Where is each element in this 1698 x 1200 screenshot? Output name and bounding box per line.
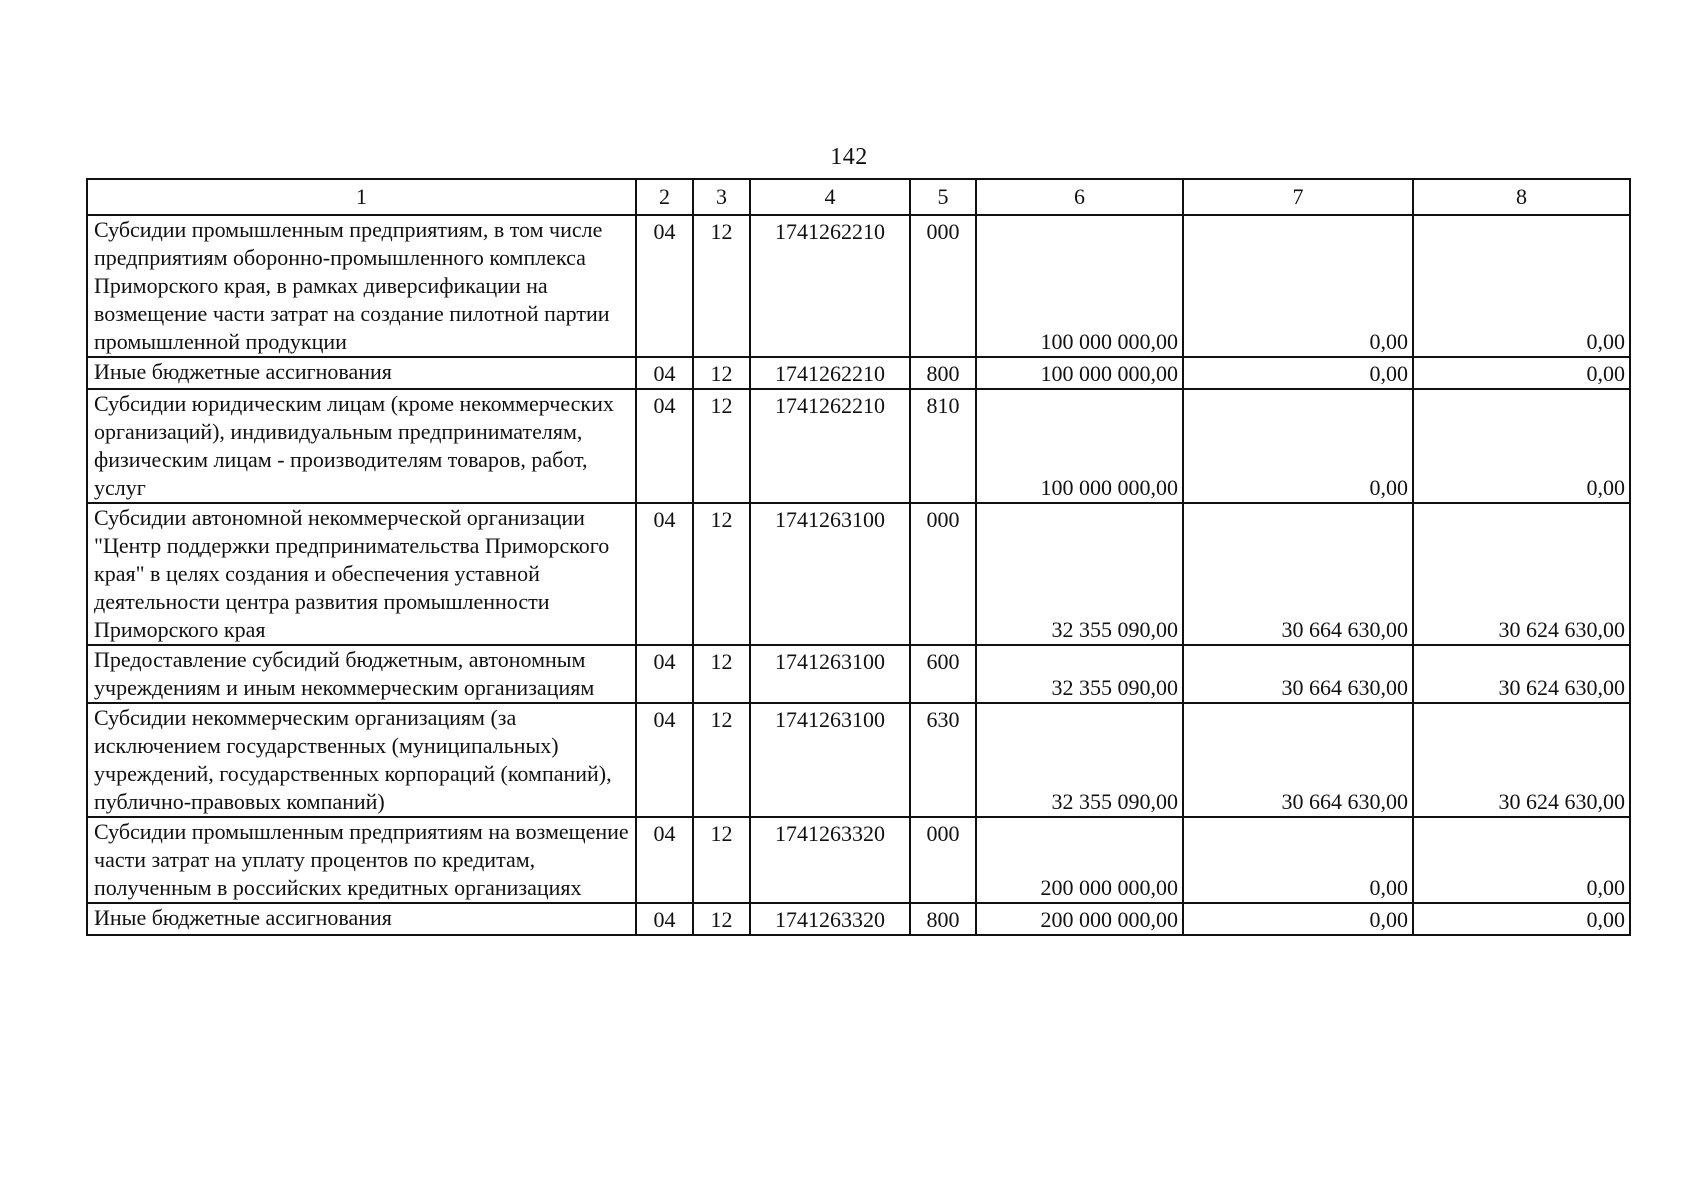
row-section: 04 bbox=[636, 389, 693, 503]
row-expense: 000 bbox=[910, 215, 976, 357]
row-name: Субсидии промышленным предприятиям на возмещение части затрат на уплату процентов по кредитам, полученным в российских кредитных организациях bbox=[87, 817, 636, 903]
row-subsection: 12 bbox=[693, 817, 750, 903]
row-amount-6: 100 000 000,00 bbox=[976, 389, 1183, 503]
row-target: 1741263100 bbox=[750, 703, 910, 817]
row-target: 1741263100 bbox=[750, 503, 910, 645]
page-number: 142 bbox=[830, 144, 868, 170]
row-name: Предоставление субсидий бюджетным, автономным учреждениям и иным некоммерческим организациям bbox=[87, 645, 636, 703]
row-name: Субсидии автономной некоммерческой организации "Центр поддержки предпринимательства Приморского края" в целях создания и обеспечения уставной деятельности центра развития промышленности Приморского края bbox=[87, 503, 636, 645]
row-amount-8: 0,00 bbox=[1413, 903, 1630, 935]
row-amount-7: 30 664 630,00 bbox=[1183, 645, 1413, 703]
budget-table bbox=[86, 178, 1631, 936]
row-amount-6: 32 355 090,00 bbox=[976, 703, 1183, 817]
row-section: 04 bbox=[636, 903, 693, 935]
row-subsection: 12 bbox=[693, 503, 750, 645]
table-row bbox=[87, 503, 1630, 645]
row-expense: 000 bbox=[910, 503, 976, 645]
row-amount-7: 0,00 bbox=[1183, 357, 1413, 389]
row-expense: 600 bbox=[910, 645, 976, 703]
row-subsection: 12 bbox=[693, 357, 750, 389]
row-target: 1741262210 bbox=[750, 357, 910, 389]
row-name: Иные бюджетные ассигнования bbox=[87, 903, 636, 935]
row-amount-7: 0,00 bbox=[1183, 903, 1413, 935]
row-amount-8: 0,00 bbox=[1413, 357, 1630, 389]
row-expense: 800 bbox=[910, 357, 976, 389]
row-subsection: 12 bbox=[693, 703, 750, 817]
row-name: Субсидии некоммерческим организациям (за исключением государственных (муниципальных) учреждений, государственных корпораций (компаний), публично-правовых компаний) bbox=[87, 703, 636, 817]
row-amount-8: 0,00 bbox=[1413, 389, 1630, 503]
row-amount-6: 100 000 000,00 bbox=[976, 215, 1183, 357]
table-row bbox=[87, 645, 1630, 703]
table-row bbox=[87, 703, 1630, 817]
row-expense: 000 bbox=[910, 817, 976, 903]
row-subsection: 12 bbox=[693, 903, 750, 935]
row-subsection: 12 bbox=[693, 389, 750, 503]
row-section: 04 bbox=[636, 503, 693, 645]
table-row bbox=[87, 357, 1630, 389]
header-cell-3: 3 bbox=[693, 179, 750, 215]
row-amount-8: 0,00 bbox=[1413, 215, 1630, 357]
row-expense: 800 bbox=[910, 903, 976, 935]
row-amount-8: 30 624 630,00 bbox=[1413, 645, 1630, 703]
row-amount-7: 0,00 bbox=[1183, 389, 1413, 503]
row-amount-8: 30 624 630,00 bbox=[1413, 503, 1630, 645]
row-amount-6: 100 000 000,00 bbox=[976, 357, 1183, 389]
row-amount-6: 200 000 000,00 bbox=[976, 817, 1183, 903]
row-target: 1741262210 bbox=[750, 389, 910, 503]
row-amount-6: 32 355 090,00 bbox=[976, 503, 1183, 645]
row-target: 1741263100 bbox=[750, 645, 910, 703]
row-amount-7: 0,00 bbox=[1183, 215, 1413, 357]
row-expense: 630 bbox=[910, 703, 976, 817]
header-cell-7: 7 bbox=[1183, 179, 1413, 215]
header-cell-8: 8 bbox=[1413, 179, 1630, 215]
header-cell-5: 5 bbox=[910, 179, 976, 215]
row-section: 04 bbox=[636, 357, 693, 389]
row-subsection: 12 bbox=[693, 215, 750, 357]
header-cell-1: 1 bbox=[87, 179, 636, 215]
row-section: 04 bbox=[636, 703, 693, 817]
row-target: 1741263320 bbox=[750, 817, 910, 903]
table-row bbox=[87, 903, 1630, 935]
header-cell-2: 2 bbox=[636, 179, 693, 215]
row-subsection: 12 bbox=[693, 645, 750, 703]
table-row bbox=[87, 389, 1630, 503]
row-name: Иные бюджетные ассигнования bbox=[87, 357, 636, 389]
header-cell-4: 4 bbox=[750, 179, 910, 215]
row-amount-6: 32 355 090,00 bbox=[976, 645, 1183, 703]
row-section: 04 bbox=[636, 215, 693, 357]
row-amount-7: 30 664 630,00 bbox=[1183, 503, 1413, 645]
row-section: 04 bbox=[636, 817, 693, 903]
row-section: 04 bbox=[636, 645, 693, 703]
table-header-row bbox=[87, 179, 1630, 215]
table-row bbox=[87, 817, 1630, 903]
row-target: 1741262210 bbox=[750, 215, 910, 357]
row-name: Субсидии промышленным предприятиям, в том числе предприятиям оборонно-промышленного комплекса Приморского края, в рамках диверсификации на возмещение части затрат на создание пилотной партии промышленной продукции bbox=[87, 215, 636, 357]
row-amount-7: 0,00 bbox=[1183, 817, 1413, 903]
row-amount-8: 30 624 630,00 bbox=[1413, 703, 1630, 817]
row-name: Субсидии юридическим лицам (кроме некоммерческих организаций), индивидуальным предпринимателям, физическим лицам - производителям товаров, работ, услуг bbox=[87, 389, 636, 503]
row-amount-6: 200 000 000,00 bbox=[976, 903, 1183, 935]
row-amount-7: 30 664 630,00 bbox=[1183, 703, 1413, 817]
row-expense: 810 bbox=[910, 389, 976, 503]
header-cell-6: 6 bbox=[976, 179, 1183, 215]
row-amount-8: 0,00 bbox=[1413, 817, 1630, 903]
table-row bbox=[87, 215, 1630, 357]
row-target: 1741263320 bbox=[750, 903, 910, 935]
